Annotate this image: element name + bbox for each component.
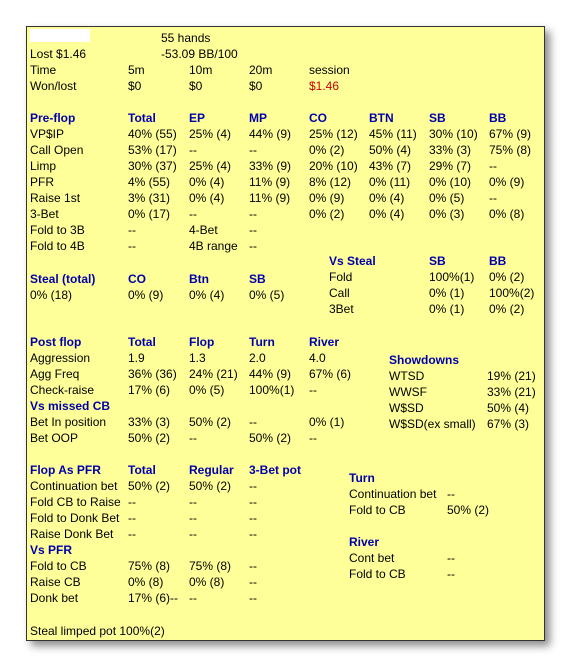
won-lost-label: Won/lost	[30, 79, 77, 93]
won-lost-value: $1.46	[309, 79, 340, 93]
missed-cb-row-label: Bet In position	[30, 415, 107, 429]
vs-steal-cell: 0% (1)	[429, 302, 465, 316]
period-header: 5m	[128, 63, 145, 77]
preflop-column-header: MP	[249, 111, 267, 125]
preflop-cell: 0% (4)	[369, 191, 405, 205]
showdown-label: WTSD	[389, 369, 425, 383]
postflop-cell: 4.0	[309, 351, 326, 365]
vs-pfr-cell: 0% (8)	[189, 575, 225, 589]
steal-column-header: CO	[128, 272, 146, 286]
postflop-column-header: Turn	[249, 335, 275, 349]
river-row-label: Cont bet	[349, 551, 395, 565]
preflop-cell: 30% (37)	[128, 159, 177, 173]
vs-missed-cb-title: Vs missed CB	[30, 399, 111, 413]
flop-pfr-cell: --	[249, 495, 257, 509]
missed-cb-cell: 50% (2)	[128, 431, 171, 445]
missed-cb-cell: --	[249, 415, 257, 429]
preflop-cell: 3% (31)	[128, 191, 171, 205]
showdown-label: W$SD	[389, 401, 424, 415]
vs-pfr-cell: --	[189, 591, 197, 605]
bb-per-100: -53.09 BB/100	[161, 47, 238, 61]
flop-pfr-row-label: Raise Donk Bet	[30, 527, 114, 541]
vs-steal-cell: 0% (1)	[429, 286, 465, 300]
flop-pfr-cell: --	[249, 479, 257, 493]
steal-column-header: SB	[249, 272, 266, 286]
steal-cell: 0% (5)	[249, 288, 285, 302]
vs-steal-row-label: 3Bet	[329, 302, 354, 316]
postflop-cell: 100%(1)	[249, 383, 295, 397]
flop-pfr-row-label: Fold to Donk Bet	[30, 511, 120, 525]
flop-pfr-row-label: Fold CB to Raise	[30, 495, 121, 509]
missed-cb-cell: --	[309, 431, 317, 445]
postflop-cell: 17% (6)	[128, 383, 171, 397]
preflop-column-header: CO	[309, 111, 327, 125]
preflop-cell: --	[128, 239, 136, 253]
showdown-label: W$SD(ex small)	[389, 417, 476, 431]
won-lost-value: $0	[189, 79, 203, 93]
vs-steal-cell: 0% (2)	[489, 270, 525, 284]
postflop-cell: 36% (36)	[128, 367, 177, 381]
vs-pfr-cell: --	[249, 591, 257, 605]
preflop-cell: 4B range	[189, 239, 238, 253]
postflop-cell: 1.9	[128, 351, 145, 365]
missed-cb-cell: 50% (2)	[189, 415, 232, 429]
preflop-row-label: Raise 1st	[30, 191, 81, 205]
preflop-row-label: Limp	[30, 159, 57, 173]
turn-value: 50% (2)	[447, 503, 490, 517]
preflop-column-header: BTN	[369, 111, 394, 125]
steal-cell: 0% (9)	[128, 288, 164, 302]
preflop-cell: 0% (2)	[309, 143, 345, 157]
flop-as-pfr-title: Flop As PFR	[30, 463, 101, 477]
preflop-column-header: Total	[128, 111, 156, 125]
preflop-cell: 0% (2)	[309, 207, 345, 221]
postflop-row-label: Aggression	[30, 351, 91, 365]
vs-pfr-title: Vs PFR	[30, 543, 73, 557]
preflop-cell: 44% (9)	[249, 127, 292, 141]
flop-pfr-column-header: Regular	[189, 463, 234, 477]
preflop-cell: --	[128, 223, 136, 237]
preflop-row-label: PFR	[30, 175, 54, 189]
vs-pfr-row-label: Donk bet	[30, 591, 79, 605]
showdowns-title: Showdowns	[389, 353, 459, 367]
preflop-column-header: SB	[429, 111, 446, 125]
vs-steal-title: Vs Steal	[329, 254, 376, 268]
preflop-cell: 33% (3)	[429, 143, 472, 157]
flop-pfr-column-header: 3-Bet pot	[249, 463, 301, 477]
preflop-cell: 0% (11)	[369, 175, 411, 189]
preflop-cell: 67% (9)	[489, 127, 532, 141]
turn-title: Turn	[349, 471, 375, 485]
preflop-cell: 11% (9)	[249, 191, 291, 205]
vs-pfr-cell: --	[249, 575, 257, 589]
postflop-column-header: River	[309, 335, 340, 349]
postflop-cell: 44% (9)	[249, 367, 292, 381]
postflop-cell: 1.3	[189, 351, 206, 365]
preflop-row-label: Fold to 3B	[30, 223, 85, 237]
hands-count: 55 hands	[161, 31, 211, 45]
turn-row-label: Continuation bet	[349, 487, 437, 501]
vs-steal-row-label: Fold	[329, 270, 353, 284]
showdown-label: WWSF	[389, 385, 427, 399]
missed-cb-cell: --	[189, 431, 197, 445]
steal-cell: 0% (4)	[189, 288, 225, 302]
postflop-row-label: Agg Freq	[30, 367, 80, 381]
vs-steal-row-label: Call	[329, 286, 350, 300]
time-label: Time	[30, 63, 57, 77]
flop-pfr-column-header: Total	[128, 463, 156, 477]
preflop-cell: --	[489, 191, 497, 205]
preflop-cell: 40% (55)	[128, 127, 177, 141]
showdown-value: 67% (3)	[487, 417, 530, 431]
showdown-value: 19% (21)	[487, 369, 536, 383]
preflop-column-header: BB	[489, 111, 507, 125]
postflop-title: Post flop	[30, 335, 82, 349]
steal-total-title: Steal (total)	[30, 272, 96, 286]
vs-pfr-cell: 75% (8)	[189, 559, 232, 573]
postflop-cell: 24% (21)	[189, 367, 238, 381]
preflop-cell: 33% (9)	[249, 159, 292, 173]
flop-pfr-cell: --	[189, 511, 197, 525]
flop-pfr-cell: --	[189, 495, 197, 509]
preflop-row-label: 3-Bet	[30, 207, 59, 221]
preflop-cell: 0% (3)	[429, 207, 465, 221]
vs-steal-cell: 0% (2)	[489, 302, 525, 316]
river-row-label: Fold to CB	[349, 567, 406, 581]
river-value: --	[447, 567, 455, 581]
preflop-cell: 30% (10)	[429, 127, 478, 141]
flop-pfr-row-label: Continuation bet	[30, 479, 118, 493]
flop-pfr-cell: --	[128, 495, 136, 509]
postflop-cell: 0% (5)	[189, 383, 225, 397]
missed-cb-cell: 50% (2)	[249, 431, 292, 445]
steal-column-header: Btn	[189, 272, 209, 286]
showdown-value: 50% (4)	[487, 401, 530, 415]
vs-pfr-cell: --	[249, 559, 257, 573]
preflop-row-label: Fold to 4B	[30, 239, 85, 253]
missed-cb-row-label: Bet OOP	[30, 431, 79, 445]
showdown-value: 33% (21)	[487, 385, 536, 399]
preflop-cell: --	[249, 143, 257, 157]
preflop-cell: 43% (7)	[369, 159, 412, 173]
preflop-column-header: EP	[189, 111, 206, 125]
stats-hud-panel	[26, 26, 545, 641]
period-header: session	[309, 63, 350, 77]
period-header: 10m	[189, 63, 213, 77]
preflop-cell: --	[189, 207, 197, 221]
flop-pfr-cell: 50% (2)	[189, 479, 232, 493]
preflop-cell: --	[249, 239, 257, 253]
turn-value: --	[447, 487, 455, 501]
steal-limped-pot: Steal limped pot 100%(2)	[30, 624, 165, 638]
preflop-cell: 50% (4)	[369, 143, 412, 157]
preflop-cell: 0% (4)	[369, 207, 405, 221]
preflop-cell: --	[249, 207, 257, 221]
preflop-cell: 0% (5)	[429, 191, 465, 205]
preflop-cell: 25% (4)	[189, 127, 232, 141]
preflop-cell: 0% (4)	[189, 191, 225, 205]
flop-pfr-cell: --	[249, 527, 257, 541]
preflop-cell: 8% (12)	[309, 175, 352, 189]
preflop-cell: 53% (17)	[128, 143, 177, 157]
vs-pfr-cell: 0% (8)	[128, 575, 164, 589]
preflop-cell: 0% (17)	[128, 207, 171, 221]
turn-row-label: Fold to CB	[349, 503, 406, 517]
river-title: River	[349, 535, 380, 549]
won-lost-value: $0	[128, 79, 142, 93]
vs-pfr-row-label: Fold to CB	[30, 559, 87, 573]
postflop-cell: 2.0	[249, 351, 266, 365]
postflop-column-header: Total	[128, 335, 156, 349]
postflop-column-header: Flop	[189, 335, 215, 349]
vs-pfr-cell: 17% (6)--	[128, 591, 179, 605]
won-lost-value: $0	[249, 79, 263, 93]
flop-pfr-cell: --	[249, 511, 257, 525]
flop-pfr-cell: --	[128, 511, 136, 525]
lost-amount: Lost $1.46	[30, 47, 87, 61]
preflop-cell: 75% (8)	[489, 143, 532, 157]
preflop-title: Pre-flop	[30, 111, 76, 125]
preflop-cell: 4% (55)	[128, 175, 171, 189]
flop-pfr-cell: 50% (2)	[128, 479, 171, 493]
vs-steal-column-header: BB	[489, 254, 507, 268]
preflop-cell: 45% (11)	[369, 127, 417, 141]
vs-steal-cell: 100%(2)	[489, 286, 535, 300]
preflop-cell: --	[249, 223, 257, 237]
missed-cb-cell: 0% (1)	[309, 415, 345, 429]
preflop-cell: 4-Bet	[189, 223, 218, 237]
preflop-cell: 29% (7)	[429, 159, 472, 173]
flop-pfr-cell: --	[189, 527, 197, 541]
preflop-cell: 0% (10)	[429, 175, 472, 189]
preflop-cell: 25% (4)	[189, 159, 232, 173]
period-header: 20m	[249, 63, 273, 77]
preflop-cell: 0% (4)	[189, 175, 225, 189]
preflop-cell: --	[489, 159, 497, 173]
preflop-row-label: VP$IP	[30, 127, 65, 141]
postflop-cell: 67% (6)	[309, 367, 352, 381]
postflop-row-label: Check-raise	[30, 383, 95, 397]
vs-steal-cell: 100%(1)	[429, 270, 475, 284]
postflop-cell: --	[309, 383, 317, 397]
preflop-cell: --	[189, 143, 197, 157]
missed-cb-cell: 33% (3)	[128, 415, 171, 429]
preflop-cell: 0% (9)	[489, 175, 525, 189]
preflop-cell: 20% (10)	[309, 159, 358, 173]
preflop-row-label: Call Open	[30, 143, 84, 157]
vs-pfr-row-label: Raise CB	[30, 575, 81, 589]
preflop-cell: 0% (9)	[309, 191, 345, 205]
vs-steal-column-header: SB	[429, 254, 446, 268]
vs-pfr-cell: 75% (8)	[128, 559, 171, 573]
river-value: --	[447, 551, 455, 565]
steal-total-value: 0% (18)	[30, 288, 73, 302]
preflop-cell: 11% (9)	[249, 175, 291, 189]
player-name-box	[30, 29, 90, 42]
flop-pfr-cell: --	[128, 527, 136, 541]
preflop-cell: 0% (8)	[489, 207, 525, 221]
preflop-cell: 25% (12)	[309, 127, 358, 141]
